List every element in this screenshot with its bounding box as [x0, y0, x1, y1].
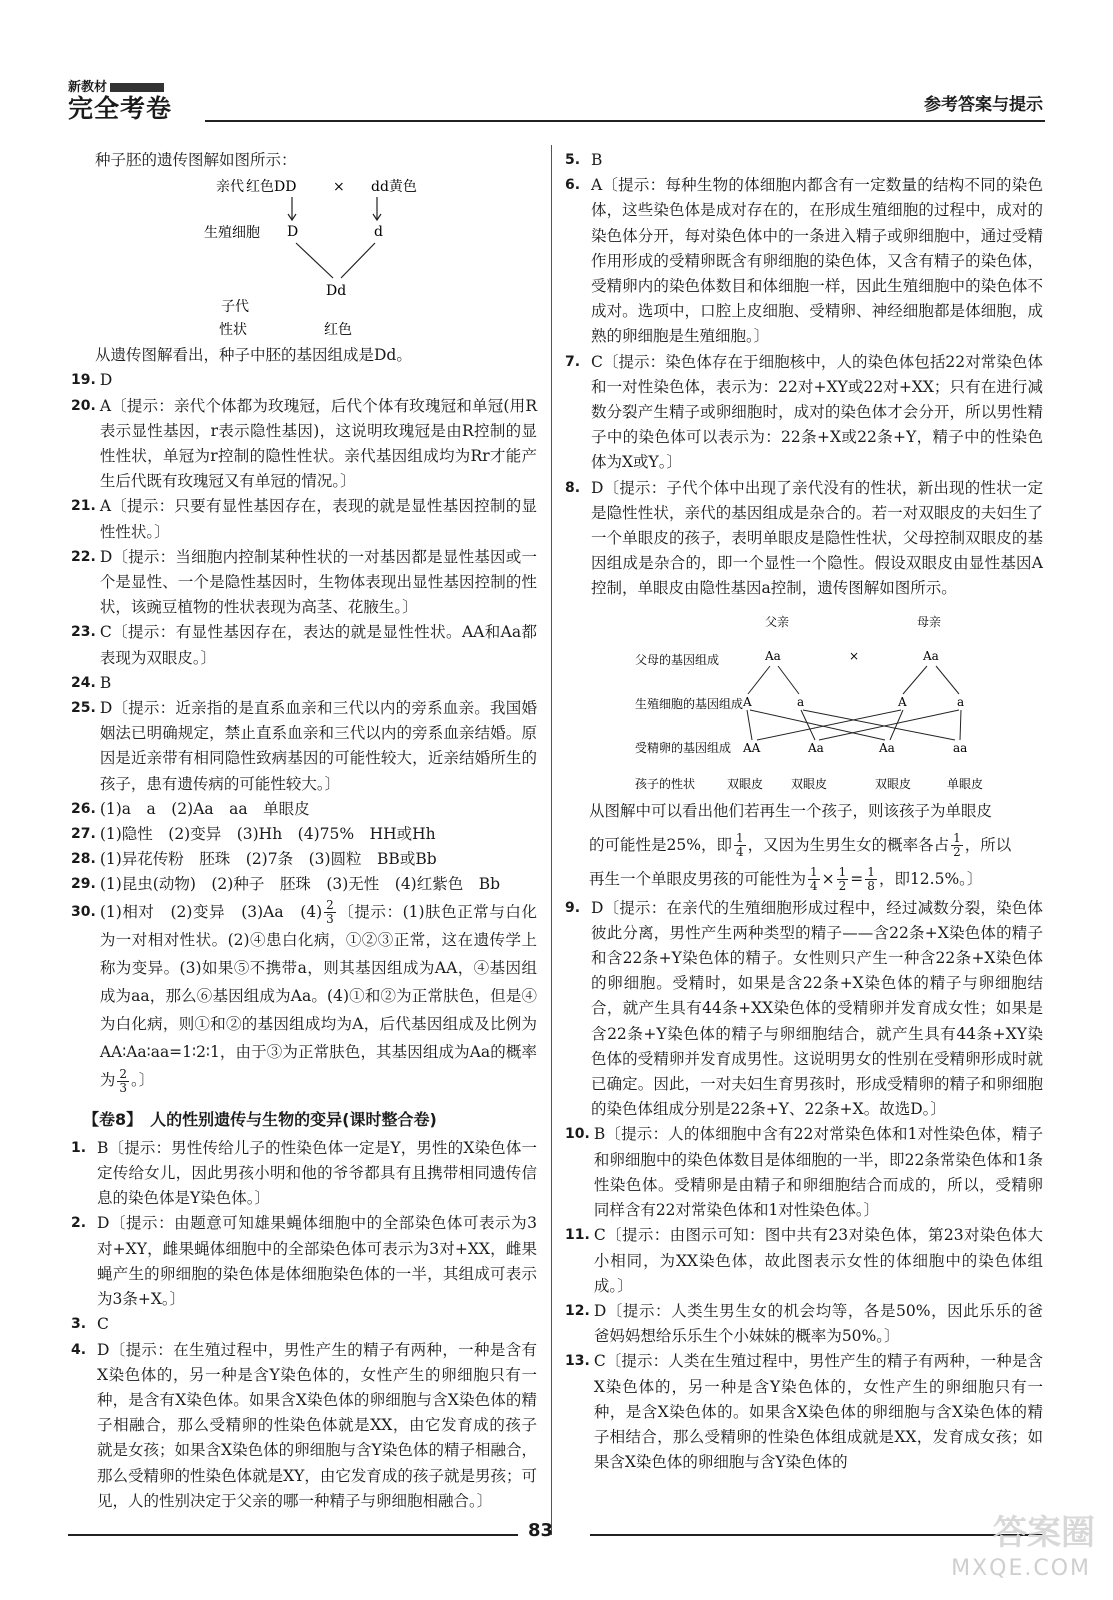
d1-gamete-right: d [374, 224, 383, 241]
d2-father: 父亲 [765, 614, 790, 629]
answer-item: 9. D〔提示：在亲代的生殖细胞形成过程中，经过减数分裂，染色体彼此分离，男性产生两种类型的精子——含22条+X染色体的精子和含22条+Y染色体的精子。女性则只产生一种含22条+X染色体的卵细胞。受精时，如果是含22条+X染色体的精子与卵细胞结合，就产生具有44条+XX染色体的受精卵并发育成女性；如果是含22条+Y染色体的精子与卵细胞结合，就产生具有44条+XY染色体的受精卵并发育成男性。这说明男女的性别在受精卵形成时就已确定。因此，一对夫妇生育男孩时，形成受精卵的精子和卵细胞的染色体组成分别是22条+Y、22条+X。故选D。〕 [565, 898, 1043, 1119]
answer-item: 7. C〔提示：染色体存在于细胞核中，人的染色体包括22对常染色体和一对性染色体，表示为：22对+XY或22对+XX；只有在进行减数分裂产生精子或卵细胞时，成对的染色体才会分开，所以男性精子中的染色体可以表示为：22条+X或22条+Y，精子中的性染色体为X或Y。〕 [565, 352, 1043, 472]
section-heading: 【卷8】 人的性别遗传与生物的变异(课时整合卷) [83, 1109, 437, 1129]
intro-text: 种子胚的遗传图解如图所示： [95, 151, 297, 169]
left-column [71, 148, 537, 1514]
column-divider [551, 145, 552, 1535]
answer-item: 24. B [71, 673, 112, 692]
logo-main: 完全考卷 [68, 94, 173, 123]
d2-father-gamete-a: a [797, 694, 805, 709]
header-rule [205, 120, 1045, 122]
answer-item: 12. D〔提示：人类生男生女的机会均等，各是50%，因此乐乐的爸爸妈妈想给乐乐生个小妹妹的概率为50%。〕 [565, 1301, 1043, 1346]
fraction: $\frac{2}{3}$ [326, 898, 334, 927]
answer-item: 25. D〔提示：近亲指的是直系血亲和三代以内的旁系血亲。我国婚姻法已明确规定，禁止直系血亲和三代以内的旁系血亲结婚。原因是近亲带有相同隐性致病基因的可能性较大，近亲结婚所生的孩子，患有遗传病的可能性较大。〕 [71, 699, 537, 793]
answer-item: 19. D [71, 371, 113, 390]
d1-gamete-left: D [287, 224, 299, 241]
answer-item: 29. (1)昆虫(动物) (2)种子 胚珠 (3)无性 (4)红紫色 Bb [71, 875, 501, 894]
d2-row4: 孩子的性状 [635, 776, 696, 791]
answer-item: 10. B〔提示：人的体细胞中含有22对常染色体和1对性染色体，精子和卵细胞中的染色体数目是体细胞的一半，即22条常染色体和1条性染色体。受精卵是由精子和卵细胞结合而成的，所以，受精卵同样含有22对常染色体和1对性染色体。〕 [565, 1125, 1043, 1220]
answer-item: 3. C [71, 1315, 109, 1334]
watermark: 答案圈 [993, 1513, 1095, 1553]
answer-item: 26. (1)a a (2)Aa aa 单眼皮 [71, 799, 310, 818]
header-title: 参考答案与提示 [924, 95, 1043, 115]
d2-child-2: 双眼皮 [791, 776, 828, 791]
d2-mother-gamete-A: A [898, 694, 907, 709]
answer-item: 20. A〔提示：亲代个体都为玫瑰冠，后代个体有玫瑰冠和单冠(用R表示显性基因，r表示隐性基因)，这说明玫瑰冠是由R控制的显性性状，单冠为r控制的隐性性状。亲代基因组成均为Rr才能产生后代既有玫瑰冠又有单冠的情况。〕 [71, 396, 537, 491]
d1-cross: × [333, 179, 345, 196]
answer-item: 5. B [565, 151, 603, 169]
answer-item: 4. D〔提示：在生殖过程中，男性产生的精子有两种，一种是含有X染色体的，另一种是含Y染色体的，女性产生的卵细胞只有一种，是含有X染色体。如果含X染色体的卵细胞与含X染色体的精子相融合，那么受精卵的性染色体就是XX，由它发育成的孩子就是女孩；如果含X染色体的卵细胞与含Y染色体的精子相融合，那么受精卵的性染色体就是XY，由它发育成的孩子就是男孩；可见，人的性别决定于父亲的哪一种精子与卵细胞相融合。〕 [71, 1340, 537, 1510]
answer-item: 23. C〔提示：有显性基因存在，表达的就是显性性状。AA和Aa都表现为双眼皮。〕 [71, 623, 537, 667]
right-column [565, 148, 1043, 1475]
eyelid-genetics-diagram [565, 604, 1035, 794]
answer-item-30: 30. (1)相对 (2)变异 (3)Aa (4) $\frac{2}{3}$ 〔提示：(1)肤色正常与白化为一对相对性状。(2)④患白化病，①②③正常，这在遗传学上称为变异。(3)如果⑤不携带a，则其基因组成为AA，④基因组成为aa，那么⑥基因组成为Aa。(4)①和②为正常肤色，但是④为白化病，则①和②的基因组成均为A，后代基因组成及比例为AA∶Aa∶aa=1∶2∶1，由于③为正常肤色，其基因组成为Aa的概率为 $\frac{2}{3}$ 。〕 [71, 898, 537, 1095]
watermark-url: MXQE.COM [951, 1556, 1091, 1581]
d1-p-label: 亲代 [216, 179, 244, 196]
logo-small: 新教材 [68, 76, 172, 95]
answer-item: 27. (1)隐性 (2)变异 (3)Hh (4)75% HH或Hh [71, 825, 436, 844]
answer-item: 1. B〔提示：男性传给儿子的性染色体一定是Y，男性的X染色体一定传给女儿，因此男孩小明和他的爷爷都具有且携带相同遗传信息的染色体是Y染色体。〕 [71, 1138, 537, 1208]
d1-gamete-label: 生殖细胞 [204, 225, 260, 242]
answer-item: 2. D〔提示：由题意可知雄果蝇体细胞中的全部染色体可表示为3对+XY，雌果蝇体细胞中的全部染色体可表示为3对+XX，雌果蝇产生的卵细胞的染色体是体细胞染色体的一半，其组成可表示为3条+X。〕 [71, 1214, 537, 1309]
answer-item: 13. C〔提示：人类在生殖过程中，男性产生的精子有两种，一种是含X染色体的，另一种是含Y染色体的，女性产生的卵细胞只有一种，是含X染色体的。如果含X染色体的卵细胞与含X染色体的精子相结合，那么受精卵的性染色体组成就是XX，发育成女孩；如果含X染色体的卵细胞与含Y染色体的 [565, 1352, 1043, 1472]
item8-continuation: 从图解中可以看出他们若再生一个孩子，则该孩子为单眼皮 的可能性是25%，即 $\frac{1}{4}$ ，又因为生男生女的概率各占 $\frac{1}{2}$ ，所以 再生一个单眼皮男孩的可能性为 $\frac{1}{4}$ × $\frac{1}{2}$ = $\frac{1}{8}$ ，即12.5%。〕 [589, 801, 1012, 894]
d1-child: Dd [326, 283, 347, 300]
footer-rule-right [590, 1534, 1045, 1536]
answer-item: 8. D〔提示：子代个体中出现了亲代没有的性状，新出现的性状一定是隐性性状，亲代的基因组成是杂合的。若一对双眼皮的夫妇生了一个单眼皮的孩子，表明单眼皮是隐性性状，父母控制双眼皮的基因组成是杂合的，即一个显性一个隐性。假设双眼皮由显性基因A控制，单眼皮由隐性基因a控制，遗传图解如图所示。 [565, 478, 1043, 598]
logo [68, 76, 172, 123]
d2-father-gamete-A: A [743, 694, 752, 709]
d2-zygote-2: Aa [808, 740, 824, 755]
d1-p-left: 红色DD [246, 179, 297, 196]
d2-cross: × [849, 648, 860, 663]
d1-trait-label: 性状 [219, 322, 247, 339]
d2-child-4: 单眼皮 [947, 776, 984, 791]
d1-p-right: dd黄色 [371, 179, 417, 196]
d2-child-1: 双眼皮 [727, 776, 764, 791]
answer-item: 11. C〔提示：由图示可知：图中共有23对染色体，第23对染色体大小相同，为XX染色体，故此图表示女性的体细胞中的染色体组成。〕 [565, 1226, 1043, 1295]
seed-genetics-diagram [71, 173, 511, 323]
d1-trait: 红色 [324, 322, 352, 339]
d2-zygote-3: Aa [879, 740, 895, 755]
answer-item: 21. A〔提示：只要有显性基因存在，表现的就是显性基因控制的显性性状。〕 [71, 497, 537, 541]
d2-child-3: 双眼皮 [875, 776, 912, 791]
d2-zygote-4: aa [953, 740, 968, 755]
d2-row3: 受精卵的基因组成 [635, 740, 732, 755]
d2-row2: 生殖细胞的基因组成 [635, 696, 744, 711]
d2-father-genes: Aa [765, 648, 781, 663]
d2-mother: 母亲 [917, 614, 942, 629]
d1-child-label: 子代 [221, 299, 249, 316]
answer-item: 22. D〔提示：当细胞内控制某种性状的一对基因都是显性基因或一个是显性、一个是隐性基因时，生物体表现出显性基因控制的性状，该豌豆植物的性状表现为高茎、花腋生。〕 [71, 547, 537, 617]
d2-mother-gamete-a: a [957, 694, 965, 709]
d2-zygote-1: AA [743, 740, 761, 755]
answer-item: 6. A〔提示：每种生物的体细胞内都含有一定数量的结构不同的染色体，这些染色体是成对存在的，在形成生殖细胞的过程中，成对的染色体分开，每对染色体中的一条进入精子或卵细胞中，通过受精作用形成的受精卵既含有卵细胞的染色体，又含有精子的染色体，受精卵内的染色体数目和体细胞一样，因此生殖细胞中的染色体不成对。选项中，口腔上皮细胞、受精卵、神经细胞都是体细胞，成熟的卵细胞是生殖细胞。〕 [565, 176, 1043, 346]
d2-row1: 父母的基因组成 [635, 652, 720, 667]
conclusion-text: 从遗传图解看出，种子中胚的基因组成是Dd。 [95, 346, 412, 365]
seed-diagram-trait-row [71, 317, 511, 343]
d2-mother-genes: Aa [923, 648, 939, 663]
page-number: 83 [528, 1520, 554, 1541]
fraction: $\frac{2}{3}$ [119, 1066, 127, 1095]
answer-item: 28. (1)异花传粉 胚珠 (2)7条 (3)圆粒 BB或Bb [71, 850, 437, 869]
footer-rule-left [68, 1534, 518, 1536]
